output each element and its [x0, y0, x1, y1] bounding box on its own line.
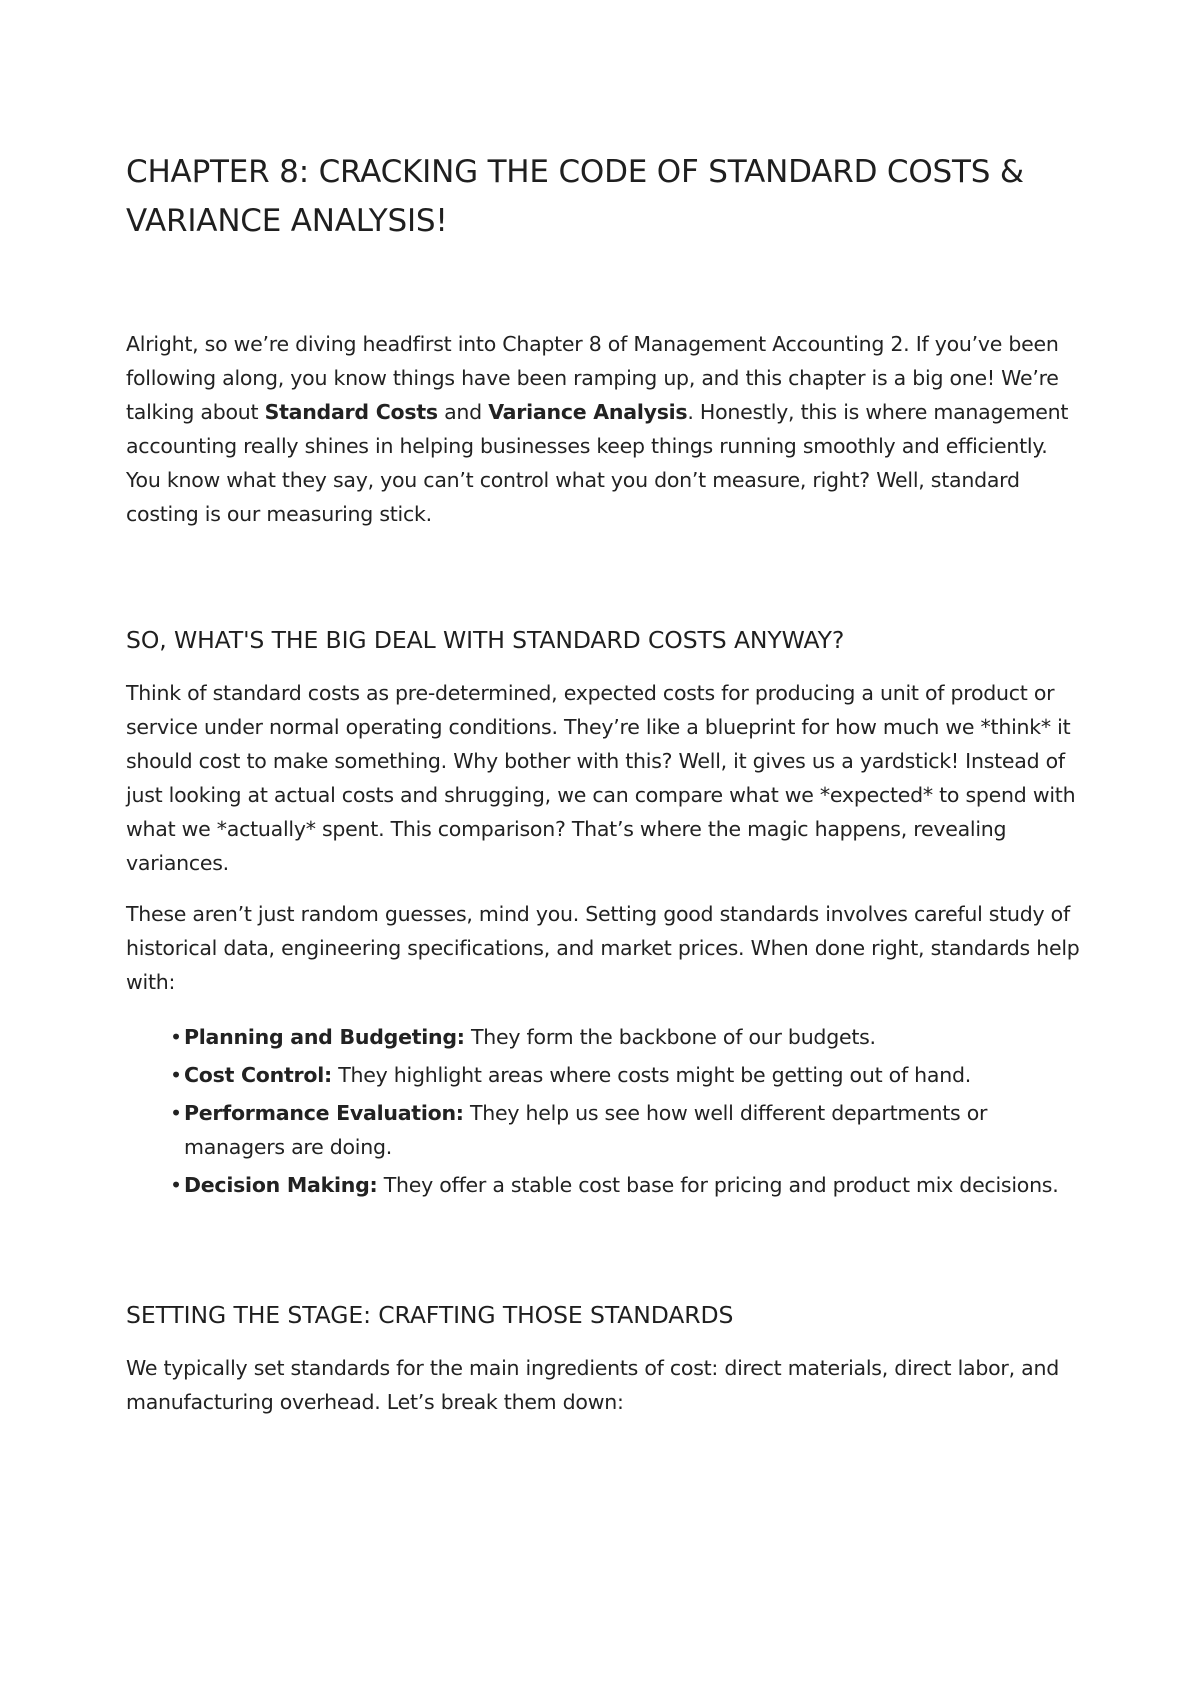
intro-text-part1: Alright, so we’re diving headfirst into Chapter 8 of Management Accounting 2. If you’ve been following along, you know things have been ramping up, and this chapter is a big one! We’re talking about — [126, 332, 1059, 424]
list-item-text: They highlight areas where costs might be getting out of hand. — [331, 1063, 971, 1087]
intro-text-part2: . Honestly, this is where management accounting really shines in helping businesses keep things running smoothly and efficiently. You know what they say, you can’t control what you don’t measure, right? Well, standard costing is our measuring stick. — [126, 400, 1069, 526]
bullet-icon: • — [170, 1173, 182, 1197]
list-item — [170, 1096, 1086, 1164]
intro-paragraph — [126, 327, 1086, 531]
list-item-text: They form the backbone of our budgets. — [464, 1025, 876, 1049]
intro-bold-variance-analysis: Variance Analysis — [488, 400, 688, 424]
list-item-label: Decision Making: — [184, 1173, 378, 1197]
bullet-icon: • — [170, 1101, 182, 1125]
bullet-icon: • — [170, 1025, 182, 1049]
bullet-icon: • — [170, 1063, 182, 1087]
list-item-label: Planning and Budgeting: — [184, 1025, 465, 1049]
list-item — [170, 1058, 1086, 1092]
list-item — [170, 1168, 1086, 1202]
section-heading-standard-costs: SO, WHAT'S THE BIG DEAL WITH STANDARD COSTS ANYWAY? — [126, 626, 845, 654]
section1-paragraph-2: These aren’t just random guesses, mind you. Setting good standards involves careful study of historical data, engineering specifications, and market prices. When done right, standards help with: — [126, 902, 1080, 994]
document-page — [126, 148, 1086, 1419]
list-item-text: They help us see how well different departments or managers are doing. — [184, 1101, 988, 1159]
benefits-list — [126, 1020, 1086, 1202]
intro-bold-standard-costs: Standard Costs — [264, 400, 438, 424]
list-item-text: They offer a stable cost base for pricing and product mix decisions. — [377, 1173, 1059, 1197]
section1-paragraph-1: Think of standard costs as pre-determined, expected costs for producing a unit of product or service under normal operating conditions. They’re like a blueprint for how much we *think* it should cost to make something. Why bother with this? Well, it gives us a yardstick! Instead of just looking at actual costs and shrugging, we can compare what we *expected* to spend with what we *actually* spent. This comparison? That’s where the magic happens, revealing variances. — [126, 681, 1076, 875]
section-heading-setting-standards: SETTING THE STAGE: CRAFTING THOSE STANDARDS — [126, 1301, 734, 1329]
list-item-label: Performance Evaluation: — [184, 1101, 464, 1125]
list-item-label: Cost Control: — [184, 1063, 332, 1087]
intro-text-and: and — [437, 400, 489, 424]
list-item — [170, 1020, 1086, 1054]
chapter-title: CHAPTER 8: CRACKING THE CODE OF STANDARD COSTS & VARIANCE ANALYSIS! — [126, 154, 1024, 239]
section2-paragraph-1: We typically set standards for the main ingredients of cost: direct materials, direct labor, and manufacturing overhead. Let’s break them down: — [126, 1356, 1059, 1414]
